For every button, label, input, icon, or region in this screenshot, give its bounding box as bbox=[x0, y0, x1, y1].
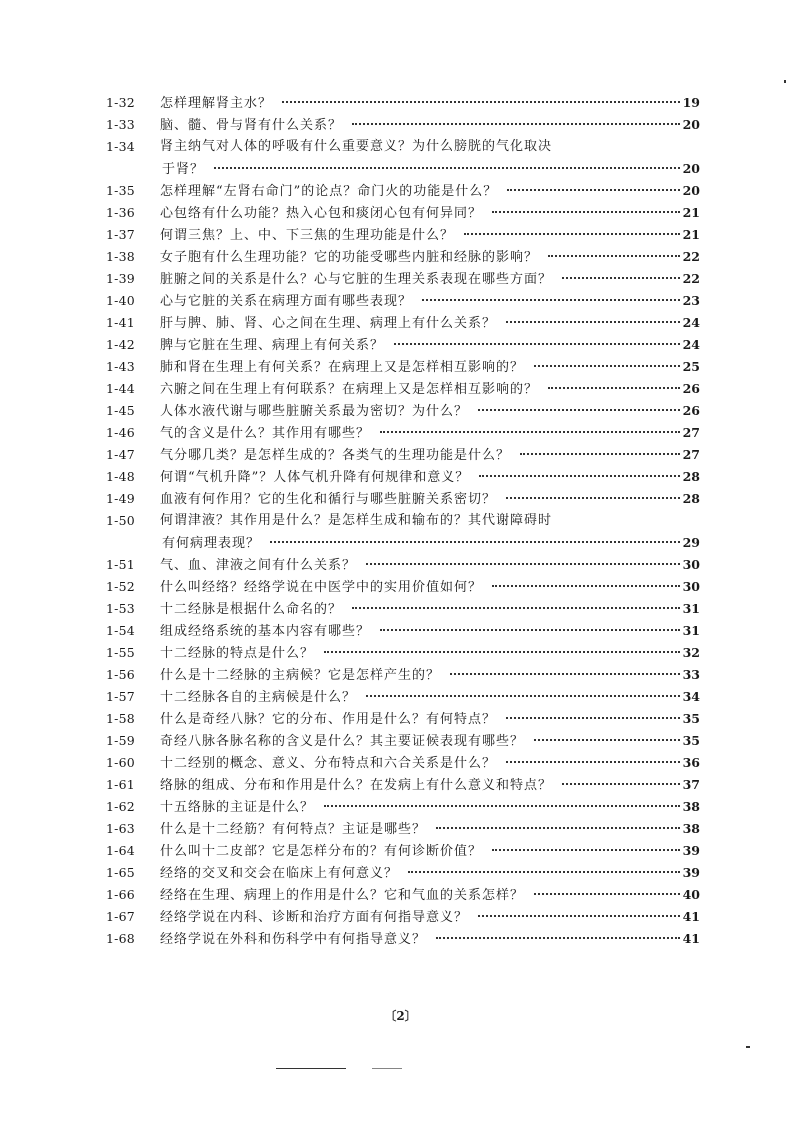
toc-entry bbox=[106, 202, 700, 224]
entry-number: 1-66 bbox=[106, 887, 135, 902]
entry-title: 何谓津液？其作用是什么？是怎样生成和输布的？其代谢障碍时 bbox=[160, 513, 553, 528]
toc-entry bbox=[106, 708, 700, 730]
dot-leader bbox=[422, 299, 680, 301]
entry-page-number: 39 bbox=[682, 865, 700, 880]
entry-title-line bbox=[160, 268, 700, 291]
entry-number: 1-39 bbox=[106, 271, 135, 286]
toc-entry bbox=[106, 840, 700, 862]
dot-leader bbox=[492, 211, 680, 213]
entry-title-line bbox=[160, 312, 700, 335]
entry-title-line bbox=[160, 862, 700, 885]
toc-entry bbox=[106, 136, 700, 180]
toc-entry bbox=[106, 180, 700, 202]
entry-page-number: 38 bbox=[682, 799, 700, 814]
entry-title-line bbox=[160, 576, 700, 599]
entry-title-line bbox=[160, 554, 700, 577]
entry-page-number: 28 bbox=[682, 469, 700, 484]
entry-title: 十二经脉各自的主病候是什么？ bbox=[160, 690, 357, 705]
entry-number: 1-64 bbox=[106, 843, 135, 858]
scan-artifact bbox=[746, 1046, 750, 1048]
entry-number: 1-53 bbox=[106, 601, 135, 616]
dot-leader bbox=[548, 387, 680, 389]
entry-number: 1-44 bbox=[106, 381, 135, 396]
entry-title: 组成经络系统的基本内容有哪些？ bbox=[160, 624, 371, 639]
entry-title-line bbox=[160, 642, 700, 665]
dot-leader bbox=[408, 871, 680, 873]
entry-page-number: 22 bbox=[682, 271, 700, 286]
entry-page-number: 21 bbox=[682, 205, 700, 220]
entry-page-number: 40 bbox=[682, 887, 700, 902]
toc-entry bbox=[106, 642, 700, 664]
entry-title-line bbox=[160, 246, 700, 269]
toc-entry bbox=[106, 312, 700, 334]
entry-page-number: 35 bbox=[682, 711, 700, 726]
dot-leader bbox=[548, 255, 680, 257]
scan-artifact bbox=[276, 1068, 346, 1069]
entry-number: 1-36 bbox=[106, 205, 135, 220]
entry-number: 1-68 bbox=[106, 931, 135, 946]
entry-page-number: 36 bbox=[682, 755, 700, 770]
toc-entry bbox=[106, 422, 700, 444]
entry-page-number: 21 bbox=[682, 227, 700, 242]
entry-page-number: 25 bbox=[682, 359, 700, 374]
entry-number: 1-35 bbox=[106, 183, 135, 198]
dot-leader bbox=[324, 805, 680, 807]
dot-leader bbox=[352, 607, 680, 609]
entry-title-line bbox=[160, 906, 700, 929]
entry-title-line bbox=[160, 334, 700, 357]
entry-title: 什么叫十二皮部？它是怎样分布的？有何诊断价值？ bbox=[160, 844, 483, 859]
dot-leader bbox=[464, 233, 680, 235]
entry-title-line bbox=[160, 356, 700, 379]
entry-page-number: 38 bbox=[682, 821, 700, 836]
entry-title: 什么叫经络？经络学说在中医学中的实用价值如何？ bbox=[160, 580, 483, 595]
entry-page-number: 20 bbox=[682, 183, 700, 198]
dot-leader bbox=[450, 673, 680, 675]
dot-leader bbox=[324, 651, 680, 653]
entry-title: 什么是十二经筋？有何特点？主证是哪些？ bbox=[160, 822, 427, 837]
entry-title-line bbox=[160, 840, 700, 863]
entry-title-line bbox=[160, 136, 700, 158]
entry-page-number: 24 bbox=[682, 337, 700, 352]
entry-title-line bbox=[160, 730, 700, 753]
toc-entry bbox=[106, 290, 700, 312]
dot-leader bbox=[562, 783, 680, 785]
entry-title-line bbox=[162, 158, 700, 181]
entry-title: 肺和肾在生理上有何关系？在病理上又是怎样相互影响的？ bbox=[160, 360, 525, 375]
entry-number: 1-47 bbox=[106, 447, 135, 462]
entry-page-number: 20 bbox=[682, 161, 700, 176]
entry-number: 1-59 bbox=[106, 733, 135, 748]
toc-entry bbox=[106, 884, 700, 906]
entry-title-line bbox=[160, 92, 700, 115]
entry-page-number: 26 bbox=[682, 381, 700, 396]
entry-title: 何谓三焦？上、中、下三焦的生理功能是什么？ bbox=[160, 228, 455, 243]
entry-title: 心与它脏的关系在病理方面有哪些表现？ bbox=[160, 294, 413, 309]
entry-title: 女子胞有什么生理功能？它的功能受哪些内脏和经脉的影响？ bbox=[160, 250, 539, 265]
dot-leader bbox=[506, 321, 680, 323]
entry-title-line bbox=[160, 180, 700, 203]
entry-number: 1-38 bbox=[106, 249, 135, 264]
entry-page-number: 28 bbox=[682, 491, 700, 506]
entry-number: 1-58 bbox=[106, 711, 135, 726]
entry-number: 1-43 bbox=[106, 359, 135, 374]
dot-leader bbox=[270, 541, 680, 543]
dot-leader bbox=[478, 409, 680, 411]
entry-title-line bbox=[160, 422, 700, 445]
entry-title-line bbox=[160, 620, 700, 643]
entry-page-number: 30 bbox=[682, 557, 700, 572]
entry-number: 1-67 bbox=[106, 909, 135, 924]
entry-page-number: 34 bbox=[682, 689, 700, 704]
entry-title: 六腑之间在生理上有何联系？在病理上又是怎样相互影响的？ bbox=[160, 382, 539, 397]
toc-entry bbox=[106, 334, 700, 356]
entry-title: 气、血、津液之间有什么关系？ bbox=[160, 558, 357, 573]
entry-title: 心包络有什么功能？热入心包和痰闭心包有何异同？ bbox=[160, 206, 483, 221]
entry-title-line bbox=[160, 444, 700, 467]
entry-title: 奇经八脉各脉名称的含义是什么？其主要证候表现有哪些？ bbox=[160, 734, 525, 749]
entry-number: 1-57 bbox=[106, 689, 135, 704]
entry-title: 络脉的组成、分布和作用是什么？在发病上有什么意义和特点？ bbox=[160, 778, 553, 793]
entry-number: 1-56 bbox=[106, 667, 135, 682]
dot-leader bbox=[436, 827, 680, 829]
toc-entry bbox=[106, 224, 700, 246]
entry-title-line bbox=[160, 466, 700, 489]
toc-entry bbox=[106, 510, 700, 554]
toc-entry bbox=[106, 378, 700, 400]
entry-title: 肝与脾、肺、肾、心之间在生理、病理上有什么关系？ bbox=[160, 316, 497, 331]
entry-number: 1-62 bbox=[106, 799, 135, 814]
scan-artifact bbox=[784, 80, 786, 83]
toc-entry bbox=[106, 620, 700, 642]
entry-page-number: 27 bbox=[682, 447, 700, 462]
entry-title: 有何病理表现？ bbox=[162, 536, 261, 551]
entry-number: 1-61 bbox=[106, 777, 135, 792]
entry-title: 脑、髓、骨与肾有什么关系？ bbox=[160, 118, 343, 133]
entry-number: 1-46 bbox=[106, 425, 135, 440]
toc-entry bbox=[106, 906, 700, 928]
entry-title-line bbox=[160, 774, 700, 797]
entry-title-line bbox=[160, 378, 700, 401]
entry-page-number: 33 bbox=[682, 667, 700, 682]
entry-title: 什么是十二经脉的主病候？它是怎样产生的？ bbox=[160, 668, 441, 683]
entry-title: 怎样理解肾主水？ bbox=[160, 96, 273, 111]
entry-page-number: 30 bbox=[682, 579, 700, 594]
toc-entry bbox=[106, 730, 700, 752]
entry-title: 脏腑之间的关系是什么？心与它脏的生理关系表现在哪些方面？ bbox=[160, 272, 553, 287]
entry-title: 气分哪几类？是怎样生成的？各类气的生理功能是什么？ bbox=[160, 448, 511, 463]
entry-title: 人体水液代谢与哪些脏腑关系最为密切？为什么？ bbox=[160, 404, 469, 419]
dot-leader bbox=[492, 849, 680, 851]
entry-page-number: 35 bbox=[682, 733, 700, 748]
entry-title: 气的含义是什么？其作用有哪些？ bbox=[160, 426, 371, 441]
entry-page-number: 41 bbox=[682, 909, 700, 924]
entry-page-number: 27 bbox=[682, 425, 700, 440]
dot-leader bbox=[436, 937, 680, 939]
dot-leader bbox=[479, 475, 680, 477]
entry-title: 脾与它脏在生理、病理上有何关系？ bbox=[160, 338, 385, 353]
entry-number: 1-52 bbox=[106, 579, 135, 594]
toc-entry bbox=[106, 268, 700, 290]
entry-title: 血液有何作用？它的生化和循行与哪些脏腑关系密切？ bbox=[160, 492, 497, 507]
toc-entry bbox=[106, 664, 700, 686]
entry-page-number: 32 bbox=[682, 645, 700, 660]
entry-number: 1-51 bbox=[106, 557, 135, 572]
dot-leader bbox=[534, 893, 680, 895]
dot-leader bbox=[282, 101, 680, 103]
entry-number: 1-33 bbox=[106, 117, 135, 132]
entry-number: 1-45 bbox=[106, 403, 135, 418]
entry-title-line bbox=[160, 818, 700, 841]
dot-leader bbox=[394, 343, 680, 345]
entry-title-line bbox=[160, 400, 700, 423]
entry-number: 1-65 bbox=[106, 865, 135, 880]
entry-page-number: 31 bbox=[682, 623, 700, 638]
entry-title-line bbox=[160, 796, 700, 819]
entry-number: 1-32 bbox=[106, 95, 135, 110]
entry-title-line bbox=[160, 664, 700, 687]
toc-entry bbox=[106, 488, 700, 510]
toc-entry bbox=[106, 598, 700, 620]
entry-title-line bbox=[160, 290, 700, 313]
toc-entry bbox=[106, 444, 700, 466]
entry-page-number: 37 bbox=[682, 777, 700, 792]
entry-number: 1-60 bbox=[106, 755, 135, 770]
entry-title: 于肾？ bbox=[162, 162, 205, 177]
entry-title: 经络学说在外科和伤科学中有何指导意义？ bbox=[160, 932, 427, 947]
dot-leader bbox=[534, 365, 680, 367]
toc-entry bbox=[106, 466, 700, 488]
entry-title-line bbox=[160, 510, 700, 532]
dot-leader bbox=[380, 431, 680, 433]
toc-entry bbox=[106, 928, 700, 950]
toc-entry bbox=[106, 554, 700, 576]
entry-page-number: 26 bbox=[682, 403, 700, 418]
entry-title: 怎样理解“左肾右命门”的论点？命门火的功能是什么？ bbox=[160, 184, 498, 199]
dot-leader bbox=[506, 497, 680, 499]
toc-entry bbox=[106, 246, 700, 268]
toc-entry bbox=[106, 862, 700, 884]
page-number-footer: 〔2〕 bbox=[384, 1009, 417, 1023]
entry-title: 十二经别的概念、意义、分布特点和六合关系是什么？ bbox=[160, 756, 497, 771]
entry-title: 十二经脉是根据什么命名的？ bbox=[160, 602, 343, 617]
entry-number: 1-40 bbox=[106, 293, 135, 308]
dot-leader bbox=[366, 563, 680, 565]
entry-page-number: 20 bbox=[682, 117, 700, 132]
dot-leader bbox=[506, 717, 680, 719]
entry-title-line bbox=[160, 202, 700, 225]
entry-page-number: 23 bbox=[682, 293, 700, 308]
entry-number: 1-50 bbox=[106, 513, 135, 528]
entry-page-number: 41 bbox=[682, 931, 700, 946]
dot-leader bbox=[492, 585, 680, 587]
entry-number: 1-55 bbox=[106, 645, 135, 660]
entry-number: 1-34 bbox=[106, 139, 135, 154]
entry-number: 1-54 bbox=[106, 623, 135, 638]
dot-leader bbox=[478, 915, 680, 917]
entry-page-number: 22 bbox=[682, 249, 700, 264]
entry-page-number: 19 bbox=[682, 95, 700, 110]
entry-number: 1-63 bbox=[106, 821, 135, 836]
toc-entry bbox=[106, 576, 700, 598]
entry-title-line bbox=[162, 532, 700, 555]
entry-title-line bbox=[160, 686, 700, 709]
toc-entry bbox=[106, 400, 700, 422]
entry-page-number: 29 bbox=[682, 535, 700, 550]
entry-title-line bbox=[160, 488, 700, 511]
toc-entry bbox=[106, 752, 700, 774]
toc-entry bbox=[106, 114, 700, 136]
entry-title: 肾主纳气对人体的呼吸有什么重要意义？为什么膀胱的气化取决 bbox=[160, 139, 553, 154]
dot-leader bbox=[380, 629, 680, 631]
dot-leader bbox=[534, 739, 680, 741]
entry-number: 1-49 bbox=[106, 491, 135, 506]
toc-entry bbox=[106, 686, 700, 708]
entry-title: 经络学说在内科、诊断和治疗方面有何指导意义？ bbox=[160, 910, 469, 925]
toc-entry bbox=[106, 356, 700, 378]
scan-artifact bbox=[372, 1068, 402, 1069]
entry-title-line bbox=[160, 708, 700, 731]
entry-title-line bbox=[160, 598, 700, 621]
dot-leader bbox=[506, 761, 680, 763]
entry-title-line bbox=[160, 224, 700, 247]
entry-title: 经络在生理、病理上的作用是什么？它和气血的关系怎样？ bbox=[160, 888, 525, 903]
dot-leader bbox=[366, 695, 680, 697]
entry-title: 何谓“气机升降”？人体气机升降有何规律和意义？ bbox=[160, 470, 470, 485]
table-of-contents bbox=[106, 92, 700, 950]
entry-page-number: 24 bbox=[682, 315, 700, 330]
entry-title-line bbox=[160, 884, 700, 907]
entry-title: 什么是奇经八脉？它的分布、作用是什么？有何特点？ bbox=[160, 712, 497, 727]
entry-title: 十五络脉的主证是什么？ bbox=[160, 800, 315, 815]
dot-leader bbox=[507, 189, 680, 191]
dot-leader bbox=[520, 453, 680, 455]
entry-title-line bbox=[160, 114, 700, 137]
entry-title: 十二经脉的特点是什么？ bbox=[160, 646, 315, 661]
dot-leader bbox=[214, 167, 680, 169]
toc-entry bbox=[106, 774, 700, 796]
toc-entry bbox=[106, 796, 700, 818]
entry-number: 1-37 bbox=[106, 227, 135, 242]
toc-entry bbox=[106, 92, 700, 114]
dot-leader bbox=[562, 277, 680, 279]
entry-title-line bbox=[160, 928, 700, 951]
entry-number: 1-42 bbox=[106, 337, 135, 352]
entry-number: 1-48 bbox=[106, 469, 135, 484]
entry-page-number: 39 bbox=[682, 843, 700, 858]
entry-number: 1-41 bbox=[106, 315, 135, 330]
toc-entry bbox=[106, 818, 700, 840]
entry-title: 经络的交叉和交会在临床上有何意义？ bbox=[160, 866, 399, 881]
dot-leader bbox=[352, 123, 680, 125]
entry-page-number: 31 bbox=[682, 601, 700, 616]
entry-title-line bbox=[160, 752, 700, 775]
